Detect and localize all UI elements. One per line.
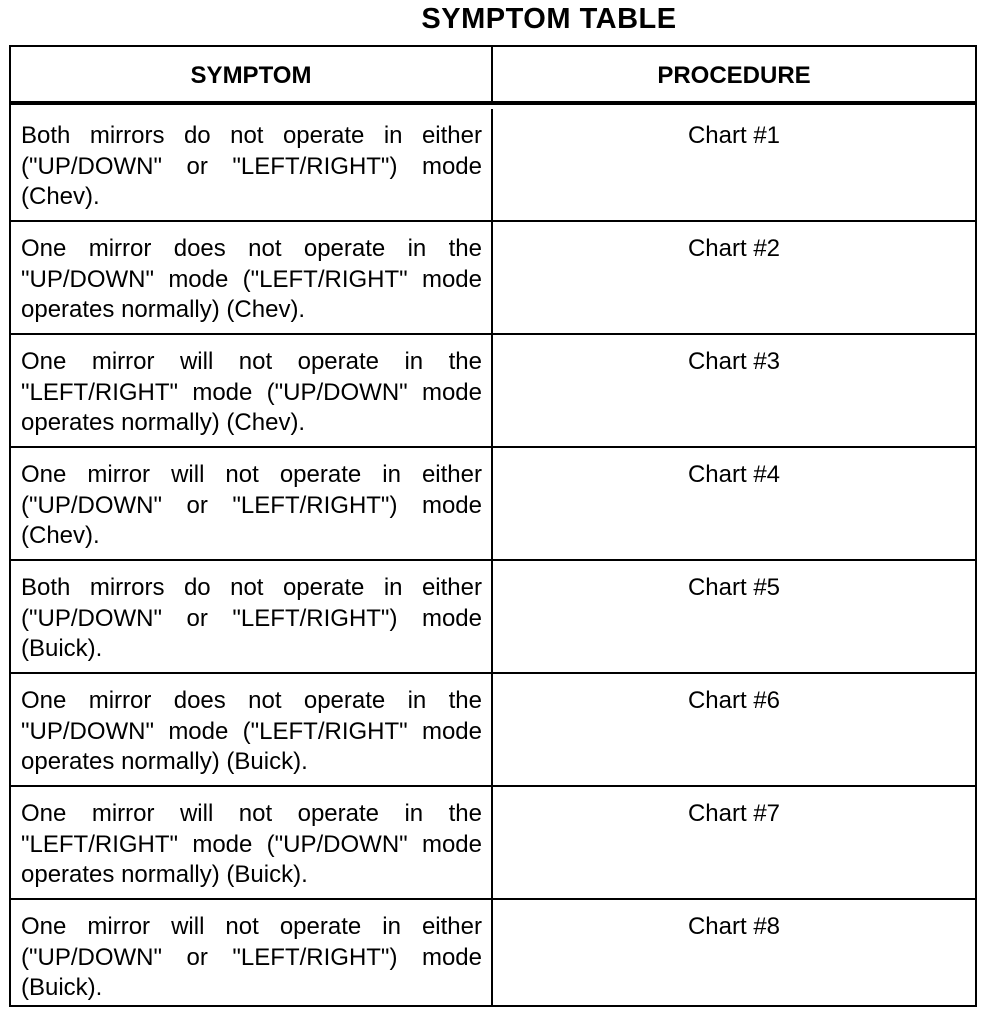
symptom-cell [11,900,493,1005]
symptom-text: One mirror does not operate in the "UP/DOWN" mode ("LEFT/RIGHT" mode operates normally) (Chev). [21,235,482,323]
table-row [11,335,975,448]
symptom-text: One mirror does not operate in the "UP/DOWN" mode ("LEFT/RIGHT" mode operates normally) (Buick). [21,687,482,775]
procedure-cell [493,222,975,333]
symptom-text: One mirror will not operate in the "LEFT/RIGHT" mode ("UP/DOWN" mode operates normally) (Buick). [21,800,482,888]
symptom-text: One mirror will not operate in either ("UP/DOWN" or "LEFT/RIGHT") mode (Chev). [21,461,482,549]
symptom-cell [11,674,493,785]
table-row [11,674,975,787]
symptom-cell [11,448,493,559]
symptom-cell [11,561,493,672]
page-title: SYMPTOM TABLE [421,3,677,35]
table-row [11,900,975,1005]
procedure-cell [493,787,975,898]
procedure-text: Chart #1 [687,122,781,149]
procedure-text: Chart #3 [687,348,781,375]
symptom-text: Both mirrors do not operate in either ("UP/DOWN" or "LEFT/RIGHT") mode (Chev). [21,122,482,210]
symptom-table [9,45,977,1007]
procedure-text: Chart #4 [687,461,781,488]
symptom-text: One mirror will not operate in either ("UP/DOWN" or "LEFT/RIGHT") mode (Buick). [21,913,482,1001]
procedure-text: Chart #6 [687,687,781,714]
procedure-text: Chart #5 [687,574,781,601]
table-row [11,222,975,335]
procedure-column-header: PROCEDURE [657,62,811,89]
symptom-text: Both mirrors do not operate in either ("UP/DOWN" or "LEFT/RIGHT") mode (Buick). [21,574,482,662]
symptom-cell [11,222,493,333]
procedure-text: Chart #7 [687,800,781,827]
procedure-cell [493,900,975,1005]
symptom-column-header: SYMPTOM [190,62,312,89]
symptom-cell [11,787,493,898]
procedure-cell [493,335,975,446]
table-row [11,109,975,222]
symptom-cell [11,109,493,220]
procedure-cell [493,561,975,672]
procedure-header-cell [493,47,975,101]
symptom-cell [11,335,493,446]
procedure-cell [493,674,975,785]
table-header-row [11,47,975,105]
table-row [11,448,975,561]
procedure-cell [493,109,975,220]
symptom-header-cell [11,47,493,101]
procedure-text: Chart #8 [687,913,781,940]
procedure-cell [493,448,975,559]
table-row [11,787,975,900]
table-row [11,561,975,674]
procedure-text: Chart #2 [687,235,781,262]
symptom-text: One mirror will not operate in the "LEFT/RIGHT" mode ("UP/DOWN" mode operates normally) (Chev). [21,348,482,436]
